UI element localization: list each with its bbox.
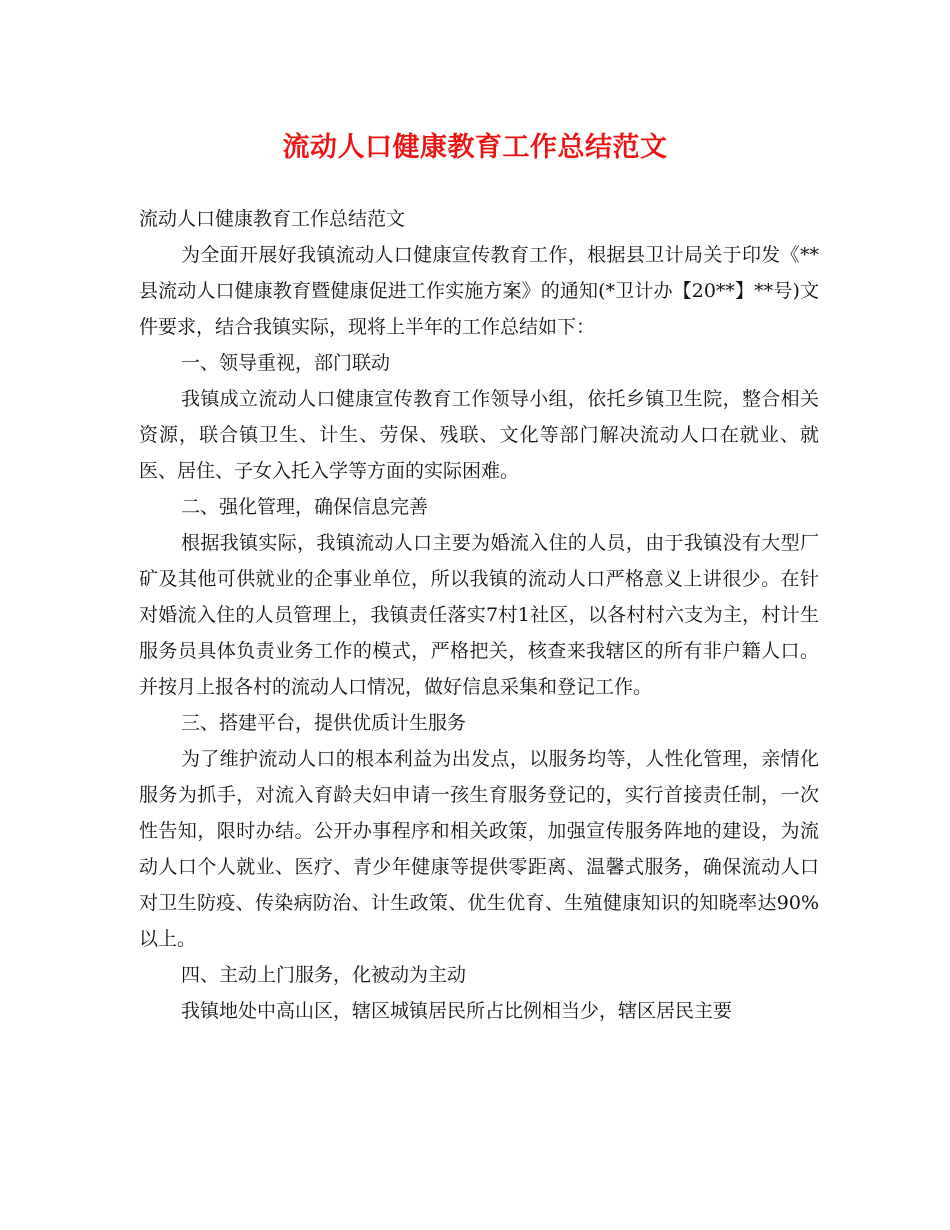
section-heading-4: 四、主动上门服务，化被动为主动 [181,964,467,986]
document-title: 流动人口健康教育工作总结范文 [282,132,668,163]
section-heading-2: 二、强化管理，确保信息完善 [181,496,429,518]
document-body [139,201,819,1029]
intro-paragraph: 为全面开展好我镇流动人口健康宣传教育工作，根据县卫计局关于印发《**县流动人口健康教育暨健康促进工作实施方案》的通知(*卫计办【20**】**号)文件要求，结合我镇实际，现将上半年的工作总结如下： [139,244,819,338]
section-body-4: 我镇地处中高山区，辖区城镇居民所占比例相当少，辖区居民主要 [181,1000,733,1022]
section-heading-3: 三、搭建平台，提供优质计生服务 [181,712,467,734]
section-body-1: 我镇成立流动人口健康宣传教育工作领导小组，依托乡镇卫生院，整合相关资源，联合镇卫生、计生、劳保、残联、文化等部门解决流动人口在就业、就医、居住、子女入托入学等方面的实际困难。 [139,388,819,482]
section-body-2: 根据我镇实际，我镇流动人口主要为婚流入住的人员，由于我镇没有大型厂矿及其他可供就业的企事业单位，所以我镇的流动人口严格意义上讲很少。在针对婚流入住的人员管理上，我镇责任落实7村1社区，以各村村六支为主，村计生服务员具体负责业务工作的模式，严格把关，核查来我辖区的所有非户籍人口。并按月上报各村的流动人口情况，做好信息采集和登记工作。 [139,532,819,698]
section-heading-1: 一、领导重视，部门联动 [181,352,391,374]
section-body-3: 为了维护流动人口的根本利益为出发点，以服务均等，人性化管理，亲情化服务为抓手，对流入育龄夫妇申请一孩生育服务登记的，实行首接责任制，一次性告知，限时办结。公开办事程序和相关政策，加强宣传服务阵地的建设，为流动人口个人就业、医疗、青少年健康等提供零距离、温馨式服务，确保流动人口对卫生防疫、传染病防治、计生政策、优生优育、生殖健康知识的知晓率达90%以上。 [139,748,819,950]
subtitle-paragraph: 流动人口健康教育工作总结范文 [139,208,406,230]
